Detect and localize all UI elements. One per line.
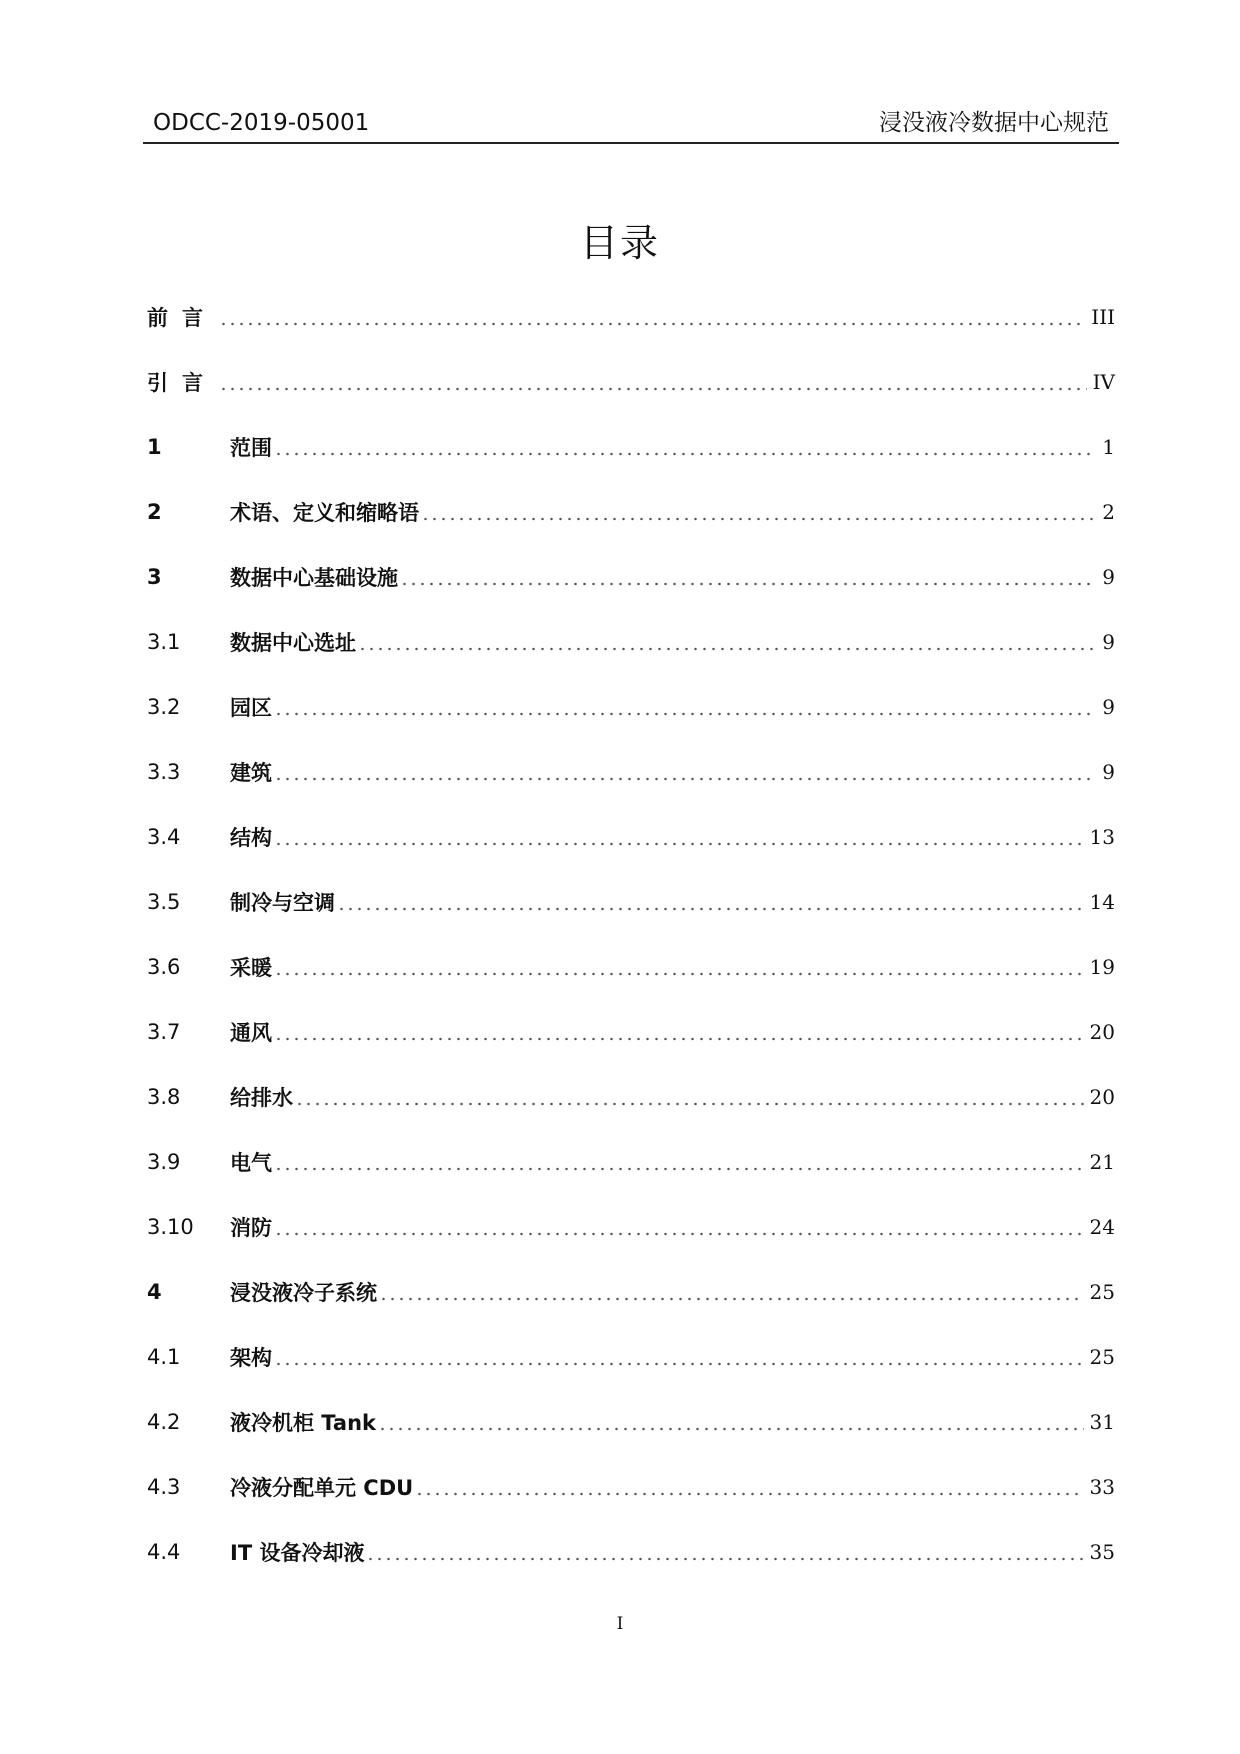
toc-entry[interactable] (147, 1389, 1115, 1454)
page-header (143, 108, 1119, 142)
toc-entry[interactable] (147, 739, 1115, 804)
toc-entry-title[interactable]: 消防 (230, 1215, 272, 1240)
toc-entry-title[interactable]: 制冷与空调 (230, 890, 335, 915)
toc-entry[interactable] (147, 934, 1115, 999)
toc-entry-title[interactable]: 架构 (230, 1345, 272, 1370)
toc-entry-title[interactable]: 浸没液冷子系统 (230, 1280, 377, 1305)
toc-entry-title[interactable]: 数据中心选址 (230, 630, 356, 655)
dot-leader (219, 372, 1087, 392)
dot-leader (421, 502, 1096, 522)
toc-entry-title[interactable]: 数据中心基础设施 (230, 565, 398, 590)
dot-leader (219, 307, 1085, 327)
dot-leader (366, 1542, 1083, 1562)
toc-entry[interactable] (147, 284, 1115, 349)
toc-entry-number: 4.2 (147, 1409, 181, 1434)
toc-entry-number: 3.8 (147, 1084, 181, 1109)
toc-entry-title[interactable]: 电气 (230, 1150, 272, 1175)
toc-entry-number: 4.1 (147, 1344, 181, 1369)
toc-entry-page: 13 (1089, 824, 1115, 849)
document-title: 浸没液冷数据中心规范 (879, 110, 1109, 136)
toc-entry-page: 25 (1089, 1279, 1115, 1304)
toc-entry-title[interactable]: IT 设备冷却液 (230, 1540, 365, 1565)
dot-leader (415, 1477, 1083, 1497)
toc-entry-number: 3.6 (147, 954, 181, 979)
toc-entry[interactable] (147, 544, 1115, 609)
toc-entry-page: 24 (1089, 1214, 1115, 1239)
dot-leader (274, 827, 1084, 847)
toc-entry-title[interactable]: 范围 (230, 435, 272, 460)
toc-entry[interactable] (147, 1129, 1115, 1194)
toc-entry-page: 31 (1089, 1409, 1115, 1434)
toc-entry-number: 2 (147, 499, 162, 524)
dot-leader (274, 437, 1096, 457)
page-number: I (616, 1614, 624, 1634)
toc-entry-title[interactable]: 通风 (230, 1020, 272, 1045)
dot-leader (400, 567, 1096, 587)
header-divider (143, 142, 1119, 144)
table-of-contents (147, 284, 1115, 1584)
toc-heading: 目录 (579, 221, 660, 265)
toc-entry-number: 4 (147, 1279, 162, 1304)
toc-entry-number: 4.4 (147, 1539, 181, 1564)
dot-leader (358, 632, 1096, 652)
dot-leader (274, 957, 1084, 977)
toc-entry-page: 9 (1102, 759, 1115, 784)
toc-entry-page: 33 (1089, 1474, 1115, 1499)
toc-entry-page: 21 (1089, 1149, 1115, 1174)
toc-entry-page: 35 (1089, 1539, 1115, 1564)
toc-entry-number: 3.7 (147, 1019, 181, 1044)
toc-entry[interactable] (147, 674, 1115, 739)
toc-entry[interactable] (147, 609, 1115, 674)
dot-leader (379, 1282, 1084, 1302)
toc-entry-title[interactable]: 建筑 (230, 760, 272, 785)
toc-entry-title[interactable]: 前言 (147, 305, 217, 330)
toc-entry-page: IV (1092, 369, 1115, 394)
toc-entry-title[interactable]: 采暖 (230, 955, 272, 980)
toc-entry-number: 4.3 (147, 1474, 181, 1499)
toc-entry-page: 20 (1089, 1084, 1115, 1109)
toc-entry[interactable] (147, 1519, 1115, 1584)
toc-entry-title[interactable]: 引言 (147, 370, 217, 395)
dot-leader (274, 1152, 1084, 1172)
toc-entry-number: 1 (147, 434, 162, 459)
toc-entry-number: 3.4 (147, 824, 181, 849)
toc-entry-page: 1 (1102, 434, 1115, 459)
toc-entry-page: 25 (1089, 1344, 1115, 1369)
toc-entry-title[interactable]: 园区 (230, 695, 272, 720)
document-code: ODCC-2019-05001 (153, 110, 370, 136)
dot-leader (274, 1347, 1084, 1367)
dot-leader (378, 1412, 1084, 1432)
dot-leader (274, 762, 1096, 782)
toc-entry-page: 19 (1089, 954, 1115, 979)
toc-entry[interactable] (147, 999, 1115, 1064)
toc-entry[interactable] (147, 349, 1115, 414)
toc-entry-page: 9 (1102, 629, 1115, 654)
toc-entry-number: 3.3 (147, 759, 181, 784)
toc-entry-page: 14 (1089, 889, 1115, 914)
toc-entry[interactable] (147, 414, 1115, 479)
toc-entry[interactable] (147, 869, 1115, 934)
toc-entry-number: 3 (147, 564, 162, 589)
toc-entry[interactable] (147, 804, 1115, 869)
dot-leader (295, 1087, 1084, 1107)
toc-entry[interactable] (147, 1324, 1115, 1389)
dot-leader (274, 1217, 1084, 1237)
dot-leader (274, 1022, 1084, 1042)
toc-entry-title[interactable]: 液冷机柜 Tank (230, 1410, 377, 1435)
toc-entry-title[interactable]: 术语、定义和缩略语 (230, 500, 419, 525)
toc-entry[interactable] (147, 1064, 1115, 1129)
toc-entry[interactable] (147, 1194, 1115, 1259)
toc-entry-number: 3.2 (147, 694, 181, 719)
toc-entry-page: 9 (1102, 564, 1115, 589)
toc-entry-number: 3.1 (147, 629, 181, 654)
toc-entry-title[interactable]: 结构 (230, 825, 272, 850)
toc-entry[interactable] (147, 479, 1115, 544)
toc-entry-page: 9 (1102, 694, 1115, 719)
toc-entry-title[interactable]: 冷液分配单元 CDU (230, 1475, 414, 1500)
toc-entry-number: 3.10 (147, 1214, 194, 1239)
dot-leader (337, 892, 1084, 912)
toc-entry-page: 20 (1089, 1019, 1115, 1044)
toc-entry-page: III (1091, 304, 1115, 329)
toc-entry-number: 3.9 (147, 1149, 181, 1174)
dot-leader (274, 697, 1096, 717)
toc-entry[interactable] (147, 1259, 1115, 1324)
toc-entry-title[interactable]: 给排水 (230, 1085, 293, 1110)
toc-entry[interactable] (147, 1454, 1115, 1519)
toc-entry-number: 3.5 (147, 889, 181, 914)
toc-entry-page: 2 (1102, 499, 1115, 524)
